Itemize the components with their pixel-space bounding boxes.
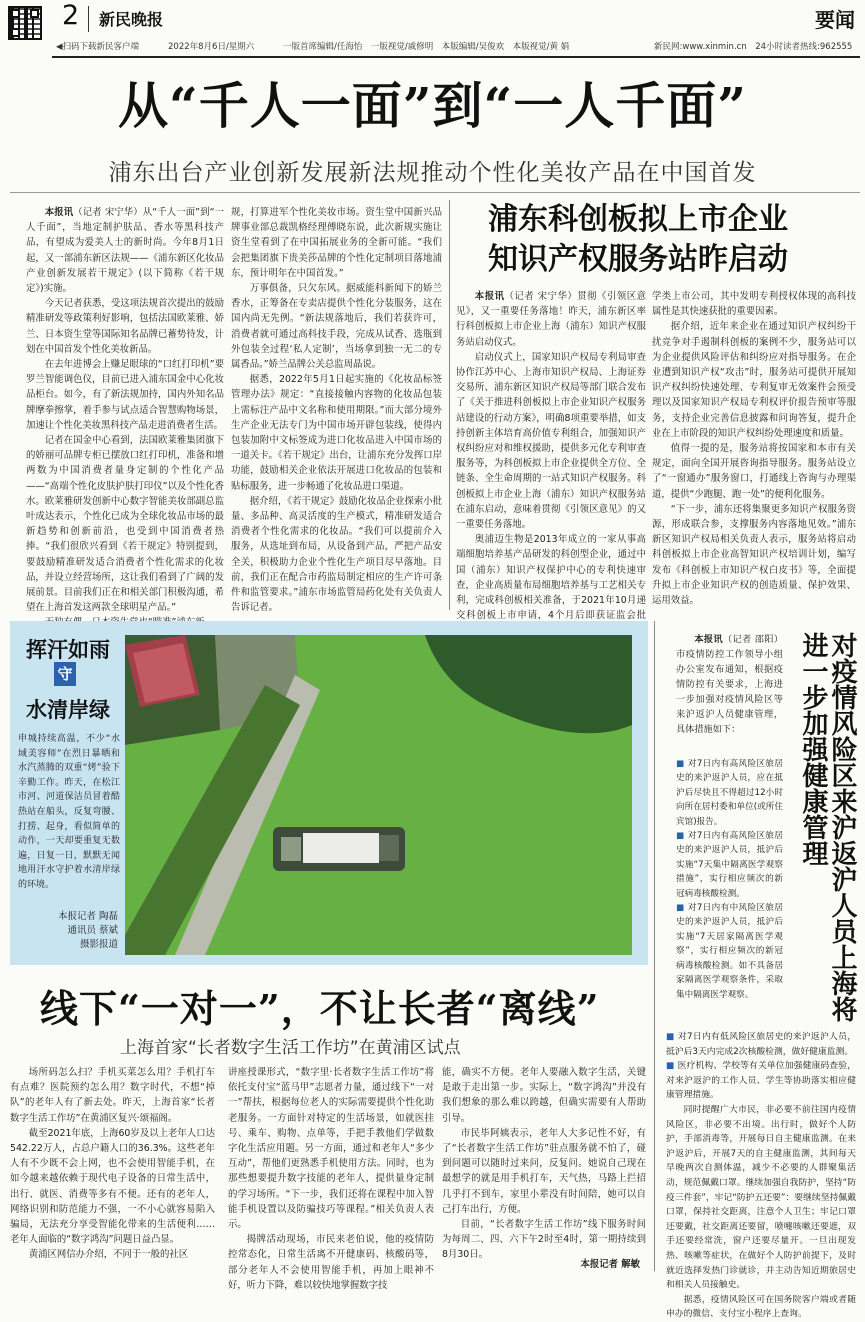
paragraph: 启动仪式上，国家知识产权局专利局审查协作江苏中心、上海市知识产权局、上海证券交易所、浦东新区知识产权局等部门联合发布了《关于推进科创板拟上市企业知识产权服务站建设的行动方案》，明确8项重要举措，如支持创新主体培育高价值专利组合，加强知识产权纠纷应对和维权援助，提供多元化专利审查服务等，为科创板拟上市企业提供全方位、全链条、全生命周期的一站式知识产权服务。科创板拟上市企业上海（浦东）知识产权服务站在浦东启动，意味着贯彻《引领区意见》的又一重要任务落地。 <box>456 351 646 531</box>
measure: 对7日内有低风险区旅居史的来沪返沪人员，抵沪后3天内完成2次核酸检测，做好健康监测。 <box>666 1032 856 1057</box>
paragraph: 今天记者获悉，受这项法规首次提出的鼓励精准研发等政策利好影响，包括法国欧莱雅、娇兰、日本资生堂等国际知名品牌已蓄势待发，计划在中国首发个性化美妆新品。 <box>26 298 224 355</box>
byline: 本报讯 <box>44 207 74 218</box>
paragraph: 同时提醒广大市民，非必要不前往国内疫情风险区，非必要不出境。出行时，做好个人防护，手部消毒等，开展每日自主健康监测。在来沪返沪后，开展7天的自主健康监测，其间每天早晚两次自测体温，减少不必要的人群聚集活动，规范佩戴口罩。继续加强自我防护，坚持“防疫三件套”，牢记“防护五还要”：要继续坚持佩戴口罩，保持社交距离，注意个人卫生；牢记口罩还要戴，社交距离还要留，喷嚏咳嗽还要遮，双手还要经常洗，窗户还要尽量开。一旦出现发热、咳嗽等症状，在做好个人防护前提下，及时就近选择发热门诊就诊，并主动告知近期旅居史和相关人员接触史。 <box>666 1104 856 1291</box>
section-title: 要闻 <box>815 8 855 32</box>
paragraph: 市民毕阿姨表示，老年人大多记性不好，有了“长者数字生活工作坊”驻点服务就不怕了，碰到问题可以随时过来问，反复问。她说自己现在最想学的就是用手机打车，天气热，马路上拦招几乎打不到车，家里小辈没有时间陪，她可以自己打车出行，方便。 <box>442 1127 646 1215</box>
river-cleaning-photo <box>125 635 632 955</box>
paragraph: 规，打算进军个性化美妆市场。资生堂中国新兴品牌事业部总裁凯格经理傅晓东说，此次新规实施让资生堂看到了在中国拓展业务的全新可能。“我们会把集团旗下贵美莎品牌的个性化定制项目落地浦东，预计明年在中国首发。” <box>231 207 442 279</box>
paragraph: （记者 宋宁华）贯彻《引领区意见》，又一重要任务落地！昨天，浦东新区率行科创板拟上市企业上海（浦东）知识产权服务站启动仪式。 <box>456 291 646 348</box>
senior-byline: 本报记者 解敏 <box>580 1259 640 1270</box>
measure: 对7日内有高风险区旅居史的来沪返沪人员，应在抵沪后尽快且不得超过12小时向所在居村委和单位(或所住宾馆)报告。 <box>676 759 783 827</box>
paragraph: 能，确实不方便。老年人要融入数字生活，关键是敢于走出第一步。实际上，“数字鸿沟”并没有我们想象的那么难以跨越，但确实需要有人帮助引导。 <box>442 1067 646 1124</box>
bullet-icon: ■ <box>666 1032 678 1042</box>
paragraph: 场所码怎么扫？手机买菜怎么用？手机打车有点难？医院预约怎么用？数字时代，不想“掉队”的老年人有了新去处。昨天，上海首家“长者数字生活工作坊”在黄浦区复兴·颂福阁。 <box>10 1067 215 1124</box>
paragraph: 奥浦迈生物是2013年成立的一家从事高端细胞培养基产品研发的科创型企业，通过中国（浦东）知识产权保护中心的专利快速审查，企业高质量布局细胞培养基与工艺相关专利，完成科创板相关准备，于2021年10月递交科创板上市申请，4个月后即获证监会批 <box>456 534 646 622</box>
credit-line: 通讯员 蔡斌 <box>67 925 118 936</box>
paragraph: 值得一提的是，服务站将按国家和本市有关规定，面向全国开展咨询指导服务。服务站设立了“一窗通办”服务窗口，打通线上咨询与办理渠道，提供“少跑腿、跑一处”的便利化服务。 <box>652 443 856 500</box>
feature-title-mark: 守 <box>54 662 76 686</box>
paragraph: 截至2021年底，上海60岁及以上老年人口达542.22万人，占总户籍人口的36.3%。这些老年人有不少既不会上网，也不会使用智能手机，在如今越来越依赖于现代电子设备的日常生活中，出行、就医、消费等多有不便。还有的老年人，网络识别和防范能力不强，一不小心就容易陷入骗局，无法充分享受智能化带来的生活便利……老年人面临的“数字鸿沟”问题日益凸显。 <box>10 1127 215 1246</box>
qr-code <box>8 6 42 40</box>
feature-credit <box>18 910 118 952</box>
credit-line: 摄影报道 <box>79 939 118 950</box>
measure: 对7日内有高风险区旅居史的来沪返沪人员，抵沪后实施“7天集中隔离医学观察措施”，实行相应频次的新冠病毒核酸检测。 <box>676 831 783 899</box>
qr-corner <box>30 9 39 18</box>
senior-column-3 <box>442 1065 646 1261</box>
bullet-icon: ■ <box>676 759 688 769</box>
paragraph: 在去年进博会上赚足眼球的“口红打印机”要罗兰智能调色仪，目前已进入浦东国金中心化妆品柜台。如今，有了新法规加持，国内外知名品牌摩拳擦掌，着手参与试点适合智慧购物场景，加速让个性化美妆黑科技产品走进消费者生活。 <box>26 359 224 431</box>
ip-headline <box>488 200 858 280</box>
qr-caption: ◀扫码下载新民客户端 <box>56 42 140 52</box>
feature-title-line2: 水清岸绿 <box>26 698 110 722</box>
paragraph: 学类上市公司，其中发明专利授权体现的高科技属性是其快速获批的重要因素。 <box>652 291 856 318</box>
paragraph: 黄浦区网信办介绍，不同于一般的社区 <box>28 1249 189 1261</box>
paragraph: 据悉，疫情风险区可在国务院客户端或者随申办的微信、支付宝小程序上查询。 <box>666 1294 856 1320</box>
epidemic-headline-text: 对疫情风险区来沪返沪人员上海将进一步加强健康管理 <box>798 632 857 1022</box>
measure: 对7日内有中风险区旅居史的来沪返沪人员，抵沪后实施“7天居家隔离医学观察”，实行相应频次的新冠病毒核酸检测。如不具备居家隔离医学观察条件，采取集中隔离医学观察。 <box>676 903 783 1000</box>
byline: 本报讯 <box>694 634 723 645</box>
ip-headline-line: 浦东科创板拟上市企业 <box>488 202 788 237</box>
epidemic-continued <box>666 1030 856 1320</box>
bullet-icon: ■ <box>676 903 688 914</box>
paragraph: 揭牌活动现场，市民来老伯说，他的疫情防控常态化，日常生活离不开健康码、核酸码等，部分老年人不会使用智能手机，再加上眼神不好，听力下降，难以较快地掌握数字技 <box>228 1234 434 1291</box>
aerial-photo-illustration <box>125 635 632 955</box>
lead-headline: 从“千人一面”到“一人千面” <box>117 76 748 135</box>
website-hotline: 新民网:www.xinmin.cn 24小时读者热线:962555 <box>654 42 853 52</box>
header-rule <box>52 56 860 58</box>
paragraph: 万事俱备，只欠东风。据威能科新闻下的娇兰香水，正筹备在专卖店提供个性化分装服务，这在国内尚无先例。“新法规落地后，我们若获许可，消费者就可通过高科技手段，完成从试香、选瓶到外包装全过程‘私人定制’，当场拿到独一无二的专属香品。”娇兰品牌公关总监周晶说。 <box>231 283 442 371</box>
paragraph: 据悉，2022年5月1日起实施的《化妆品标签管理办法》规定：“直接接触内容物的化妆品包装上需标注产品中文名称和使用期限。”而大部分境外生产企业无法专门为中国市场开辟包装线，使得内包装加附中文标签成为进口化妆品进入中国市场的一道关卡。《若干规定》出台，让浦东充分发挥口岸功能，鼓励相关企业依法开展进口化妆品的包装和贴标服务，进一步畅通了化妆品进口渠道。 <box>231 374 442 492</box>
column-divider <box>654 621 655 1271</box>
paper-logo: 新民晚报 <box>99 10 164 29</box>
feature-title-line1: 挥汗如雨 <box>26 638 110 662</box>
lead-column-2 <box>231 205 442 615</box>
paragraph: （记者 邵阳）市疫情防控工作领导小组办公室发布通知，根据疫情防控有关要求，上海进一步加强对疫情风险区等来沪返沪人员健康管理，具体措施如下： <box>676 634 783 735</box>
editor-credits: 一版首席编辑/任海怡 一版视觉/戚修明 本版编辑/吴俊欢 本版视觉/黄 娟 <box>283 42 570 52</box>
column-divider <box>449 200 450 610</box>
credit-line: 本报记者 陶磊 <box>57 911 118 922</box>
divider <box>88 6 89 32</box>
bullet-icon: ■ <box>676 831 688 842</box>
paragraph: 讲座授课形式，“数字里·长者数字生活工作坊”将依托支付宝“蓝马甲”志愿者力量，通过线下“一对一”帮扶，根据每位老人的实际需要提供个性化助老服务。一方面针对特定的生活场景，如就医挂号、乘车、购物、点单等，手把手教他们学做数字化生活应用题。另一方面，通过和老年人“多少互动”，帮他们更熟悉手机使用方法。同时，也为那些想要提升数字技能的老年人，提供量身定制的学习场所。“下一步，我们还将在课程中加入智能手机设置以及防骗技巧等课程。”相关负责人表示。 <box>228 1067 434 1231</box>
epidemic-intro <box>676 632 783 752</box>
paragraph: 记者在国金中心看到，法国欧莱雅集团旗下的娇丽可品牌专柜已摆放口红打印机，准备和增两数为中国消费者量身定制的个性化产品——“高端个性化皮肤护肤打印仪”以及个性化香水。欧莱雅研发创新中心数字智能美妆部副总监叶成达表示，个性化已成为全球化妆品市场的最新趋势和创新前沿，也受到中国消费者热捧。“我们很欣兴看到《若干规定》特别提到，要鼓励精准研发适合消费者个性化需求的化妆品，并设立经营场所，这让我们看到了广阔的发展前景。目前我们正在和相关部门积极沟通，希望在上海首发这两款全球明星产品。” <box>26 435 224 614</box>
ip-column-2 <box>652 289 856 611</box>
lead-column-1 <box>26 205 224 615</box>
feature-caption: 申城持续高温，不少“水域美容师”在烈日暴晒和水汽蒸腾的双重“烤”验下辛勤工作。昨天，在松江市河、河道保洁员冒着酷热站在船头，反复弯腰、打捞、起身，看似简单的动作，一天却要重复无数遍，日复一日，默默无闻地用汗水守护着水清岸绿的环境。 <box>18 734 120 890</box>
paragraph: （记者 宋宁华）从“千人一面”到“一人千面”，当地定制护肤品、香水等黑科技产品，有望成为爱美人士的新时尚。今年8月1日起，又一部浦东新区法规——《浦东新区化妆品产业创新发展若干规定》(以下简称《若干规定》)实施。 <box>26 207 224 295</box>
boat <box>273 827 405 871</box>
senior-subheadline: 上海首家“长者数字生活工作坊”在黄浦区试点 <box>120 1038 461 1058</box>
paragraph: 据介绍，近年来企业在通过知识产权纠纷干扰竞争对手遏制科创板的案例不少，服务站可以为企业提供风险评估和纠纷应对指导服务。在企业遭到知识产权“攻击”时，服务站可提供开展知识产权纠纷快速处理、专利复审无效案件会预受理以及国家知识产权局专利权评价报告预审等服务，支持企业完善信息披露和问询答复，提升企业在上市阶段的知识产权纠纷处理速度和质量。 <box>652 321 856 439</box>
header-info-bar <box>0 36 865 58</box>
issue-date: 2022年8月6日/星期六 <box>168 42 255 52</box>
paragraph: 目前，“长者数字生活工作坊”线下服务时间为每周二、四、六下午2时至4时，第一期持续到8月30日。 <box>442 1219 646 1261</box>
byline: 本报讯 <box>474 291 505 302</box>
measure: 医疗机构、学校等有关单位加强健康码查验，对来沪返沪的工作人员、学生等协助落实相应健康管理措施。 <box>666 1061 856 1101</box>
paragraph: “下一步，浦东还将集聚更多知识产权服务资源，形成联合参，支撑服务内容落地见效。”浦东新区知识产权局相关负责人表示，服务站将启动科创板拟上市企业高智知识产权培训计划，编写发布《科创板上市知识产权白皮书》等，全面提升拟上市企业知识产权的创造质量、保护效果、运用效益。 <box>652 503 856 607</box>
qr-corner <box>11 9 20 18</box>
divider <box>10 192 860 193</box>
epidemic-measures-a <box>676 757 783 1027</box>
paragraph: 据介绍，《若干规定》鼓励化妆品企业探索小批量、多品种、高灵活度的生产模式，精准研发适合消费者个性化需求的化妆品。“我们可以提前介入服务，从选址到布局，从设备到产品，严把产品安全关，积极助力企业个性化生产项目尽早落地。目前，我们正在配合市药监局制定相应的生产许可条件和监管要求。”浦东市场监管局药化处有关负责人告诉记者。 <box>231 495 442 614</box>
lead-subheadline: 浦东出台产业创新发展新法规推动个性化美妆产品在中国首发 <box>108 160 757 186</box>
senior-column-1 <box>10 1065 215 1271</box>
page-number: 2 <box>62 0 80 31</box>
bullet-icon: ■ <box>666 1061 678 1072</box>
epidemic-headline <box>786 632 856 1027</box>
senior-headline: 线下“一对一”，不让长者“离线” <box>40 986 600 1031</box>
senior-column-2 <box>228 1065 434 1291</box>
ip-headline-line: 知识产权服务站昨启动 <box>488 242 788 277</box>
ip-column-1 <box>456 289 646 622</box>
